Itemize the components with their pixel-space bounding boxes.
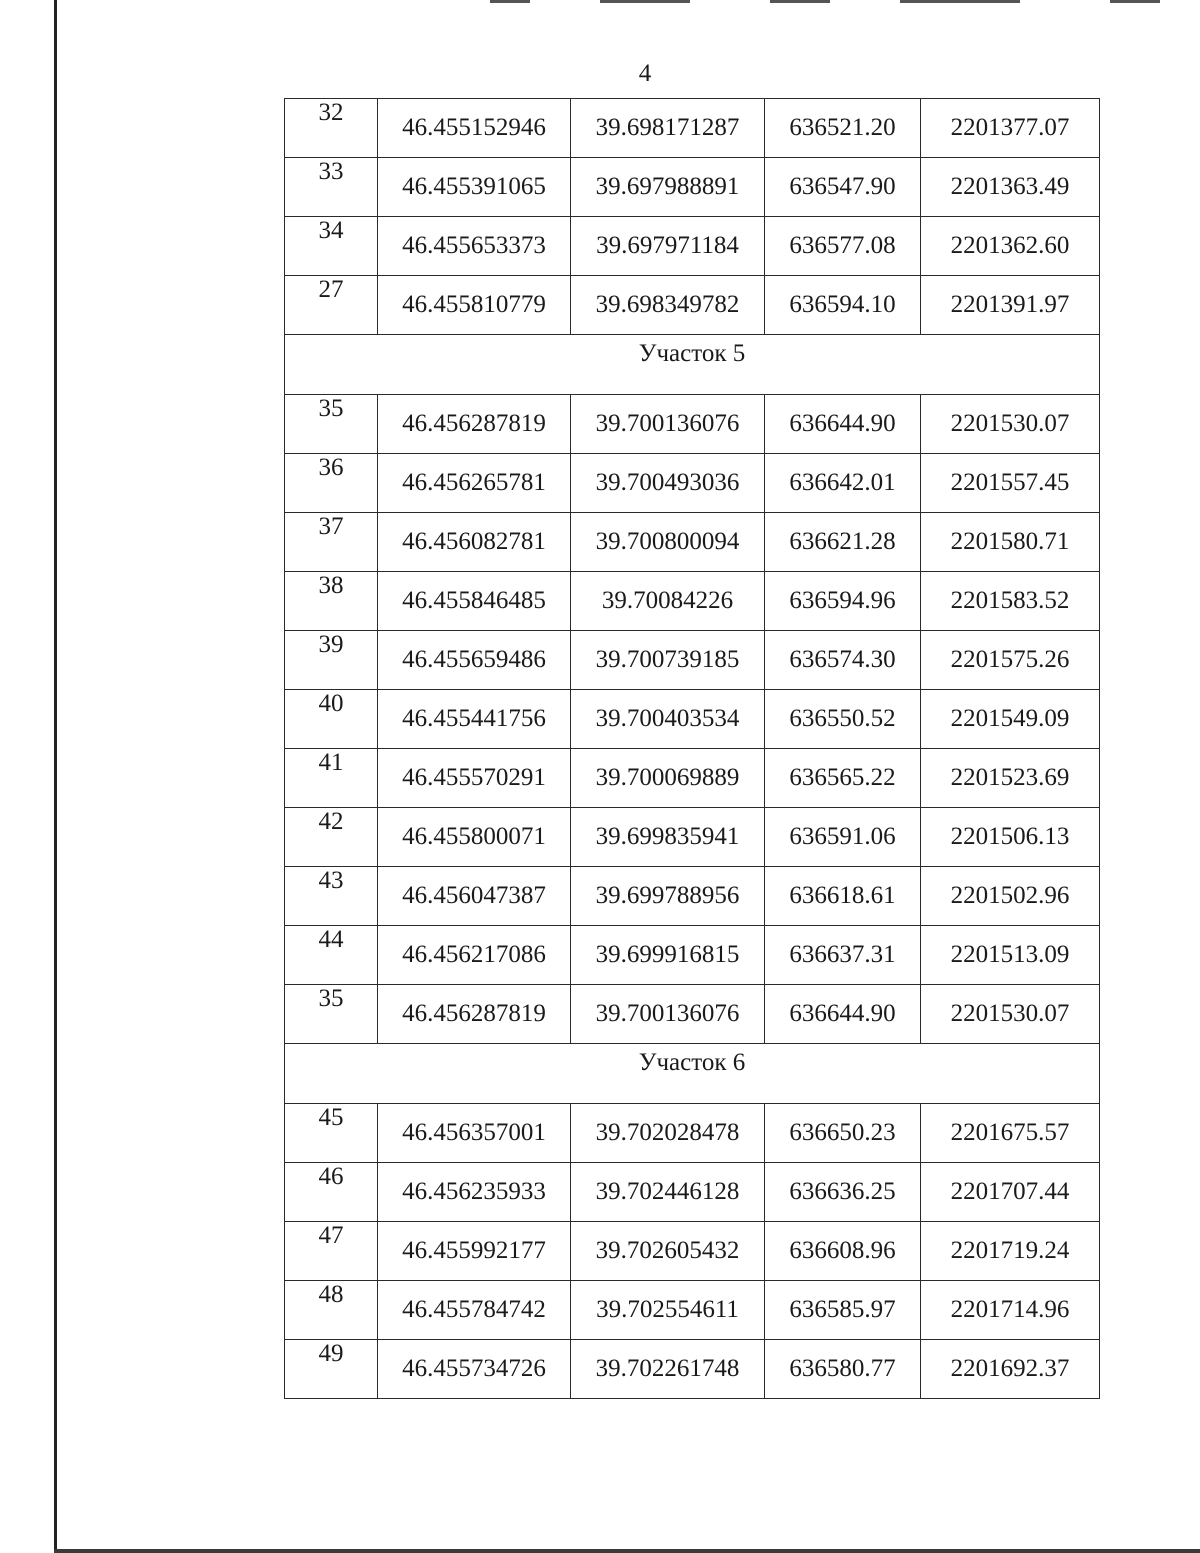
scan-top-artifact — [470, 0, 1200, 5]
table-row — [285, 513, 1100, 572]
table-row — [285, 454, 1100, 513]
y-coordinate-cell: 2201502.96 — [921, 867, 1100, 926]
longitude-cell: 39.698349782 — [571, 276, 765, 335]
y-coordinate-cell: 2201580.71 — [921, 513, 1100, 572]
latitude-cell: 46.456265781 — [378, 454, 571, 513]
y-coordinate-cell: 2201675.57 — [921, 1104, 1100, 1163]
latitude-cell: 46.455441756 — [378, 690, 571, 749]
latitude-cell: 46.456287819 — [378, 985, 571, 1044]
table-row — [285, 1340, 1100, 1399]
point-number-cell: 37 — [285, 513, 378, 572]
latitude-cell: 46.455800071 — [378, 808, 571, 867]
point-number-cell: 32 — [285, 99, 378, 158]
x-coordinate-cell: 636550.52 — [765, 690, 921, 749]
x-coordinate-cell: 636644.90 — [765, 395, 921, 454]
longitude-cell: 39.700739185 — [571, 631, 765, 690]
section-title: Участок 5 — [285, 335, 1100, 395]
y-coordinate-cell: 2201692.37 — [921, 1340, 1100, 1399]
y-coordinate-cell: 2201506.13 — [921, 808, 1100, 867]
point-number-cell: 38 — [285, 572, 378, 631]
y-coordinate-cell: 2201530.07 — [921, 985, 1100, 1044]
x-coordinate-cell: 636650.23 — [765, 1104, 921, 1163]
longitude-cell: 39.697971184 — [571, 217, 765, 276]
table-row — [285, 1163, 1100, 1222]
coordinates-table — [284, 98, 1100, 1399]
table-row — [285, 631, 1100, 690]
latitude-cell: 46.455659486 — [378, 631, 571, 690]
point-number-cell: 42 — [285, 808, 378, 867]
table-row — [285, 808, 1100, 867]
longitude-cell: 39.700136076 — [571, 985, 765, 1044]
x-coordinate-cell: 636521.20 — [765, 99, 921, 158]
x-coordinate-cell: 636574.30 — [765, 631, 921, 690]
table-row — [285, 276, 1100, 335]
point-number-cell: 47 — [285, 1222, 378, 1281]
longitude-cell: 39.700069889 — [571, 749, 765, 808]
x-coordinate-cell: 636565.22 — [765, 749, 921, 808]
latitude-cell: 46.455570291 — [378, 749, 571, 808]
table-row — [285, 1281, 1100, 1340]
longitude-cell: 39.702028478 — [571, 1104, 765, 1163]
table-row — [285, 217, 1100, 276]
y-coordinate-cell: 2201523.69 — [921, 749, 1100, 808]
latitude-cell: 46.455734726 — [378, 1340, 571, 1399]
y-coordinate-cell: 2201513.09 — [921, 926, 1100, 985]
table-row — [285, 926, 1100, 985]
point-number-cell: 35 — [285, 985, 378, 1044]
table-row — [285, 395, 1100, 454]
section-header-row — [285, 1044, 1100, 1104]
section-title: Участок 6 — [285, 1044, 1100, 1104]
longitude-cell: 39.702554611 — [571, 1281, 765, 1340]
y-coordinate-cell: 2201377.07 — [921, 99, 1100, 158]
x-coordinate-cell: 636547.90 — [765, 158, 921, 217]
table-row — [285, 985, 1100, 1044]
longitude-cell: 39.702605432 — [571, 1222, 765, 1281]
scan-left-border — [54, 0, 57, 1553]
point-number-cell: 41 — [285, 749, 378, 808]
point-number-cell: 39 — [285, 631, 378, 690]
latitude-cell: 46.456082781 — [378, 513, 571, 572]
latitude-cell: 46.455992177 — [378, 1222, 571, 1281]
x-coordinate-cell: 636591.06 — [765, 808, 921, 867]
longitude-cell: 39.702261748 — [571, 1340, 765, 1399]
y-coordinate-cell: 2201719.24 — [921, 1222, 1100, 1281]
point-number-cell: 35 — [285, 395, 378, 454]
table-row — [285, 1104, 1100, 1163]
y-coordinate-cell: 2201714.96 — [921, 1281, 1100, 1340]
latitude-cell: 46.456217086 — [378, 926, 571, 985]
table-row — [285, 749, 1100, 808]
x-coordinate-cell: 636636.25 — [765, 1163, 921, 1222]
point-number-cell: 44 — [285, 926, 378, 985]
y-coordinate-cell: 2201557.45 — [921, 454, 1100, 513]
y-coordinate-cell: 2201583.52 — [921, 572, 1100, 631]
y-coordinate-cell: 2201391.97 — [921, 276, 1100, 335]
coordinates-table-body — [285, 99, 1100, 1399]
point-number-cell: 40 — [285, 690, 378, 749]
point-number-cell: 43 — [285, 867, 378, 926]
point-number-cell: 49 — [285, 1340, 378, 1399]
scan-bottom-border — [54, 1549, 1200, 1553]
y-coordinate-cell: 2201575.26 — [921, 631, 1100, 690]
table-row — [285, 572, 1100, 631]
longitude-cell: 39.702446128 — [571, 1163, 765, 1222]
table-row — [285, 158, 1100, 217]
page-number: 4 — [638, 60, 652, 87]
point-number-cell: 27 — [285, 276, 378, 335]
latitude-cell: 46.456357001 — [378, 1104, 571, 1163]
latitude-cell: 46.456047387 — [378, 867, 571, 926]
point-number-cell: 33 — [285, 158, 378, 217]
longitude-cell: 39.700136076 — [571, 395, 765, 454]
table-row — [285, 99, 1100, 158]
longitude-cell: 39.697988891 — [571, 158, 765, 217]
x-coordinate-cell: 636580.77 — [765, 1340, 921, 1399]
table-row — [285, 1222, 1100, 1281]
x-coordinate-cell: 636642.01 — [765, 454, 921, 513]
point-number-cell: 45 — [285, 1104, 378, 1163]
x-coordinate-cell: 636637.31 — [765, 926, 921, 985]
longitude-cell: 39.698171287 — [571, 99, 765, 158]
table-row — [285, 867, 1100, 926]
point-number-cell: 34 — [285, 217, 378, 276]
table-row — [285, 690, 1100, 749]
longitude-cell: 39.70084226 — [571, 572, 765, 631]
x-coordinate-cell: 636577.08 — [765, 217, 921, 276]
section-header-row — [285, 335, 1100, 395]
x-coordinate-cell: 636594.10 — [765, 276, 921, 335]
x-coordinate-cell: 636594.96 — [765, 572, 921, 631]
x-coordinate-cell: 636608.96 — [765, 1222, 921, 1281]
point-number-cell: 48 — [285, 1281, 378, 1340]
latitude-cell: 46.456287819 — [378, 395, 571, 454]
latitude-cell: 46.455391065 — [378, 158, 571, 217]
latitude-cell: 46.455152946 — [378, 99, 571, 158]
y-coordinate-cell: 2201707.44 — [921, 1163, 1100, 1222]
x-coordinate-cell: 636585.97 — [765, 1281, 921, 1340]
latitude-cell: 46.456235933 — [378, 1163, 571, 1222]
latitude-cell: 46.455810779 — [378, 276, 571, 335]
longitude-cell: 39.699916815 — [571, 926, 765, 985]
longitude-cell: 39.699835941 — [571, 808, 765, 867]
latitude-cell: 46.455784742 — [378, 1281, 571, 1340]
point-number-cell: 46 — [285, 1163, 378, 1222]
y-coordinate-cell: 2201362.60 — [921, 217, 1100, 276]
x-coordinate-cell: 636644.90 — [765, 985, 921, 1044]
latitude-cell: 46.455653373 — [378, 217, 571, 276]
point-number-cell: 36 — [285, 454, 378, 513]
y-coordinate-cell: 2201549.09 — [921, 690, 1100, 749]
longitude-cell: 39.700403534 — [571, 690, 765, 749]
x-coordinate-cell: 636621.28 — [765, 513, 921, 572]
x-coordinate-cell: 636618.61 — [765, 867, 921, 926]
y-coordinate-cell: 2201530.07 — [921, 395, 1100, 454]
y-coordinate-cell: 2201363.49 — [921, 158, 1100, 217]
latitude-cell: 46.455846485 — [378, 572, 571, 631]
longitude-cell: 39.699788956 — [571, 867, 765, 926]
longitude-cell: 39.700493036 — [571, 454, 765, 513]
longitude-cell: 39.700800094 — [571, 513, 765, 572]
